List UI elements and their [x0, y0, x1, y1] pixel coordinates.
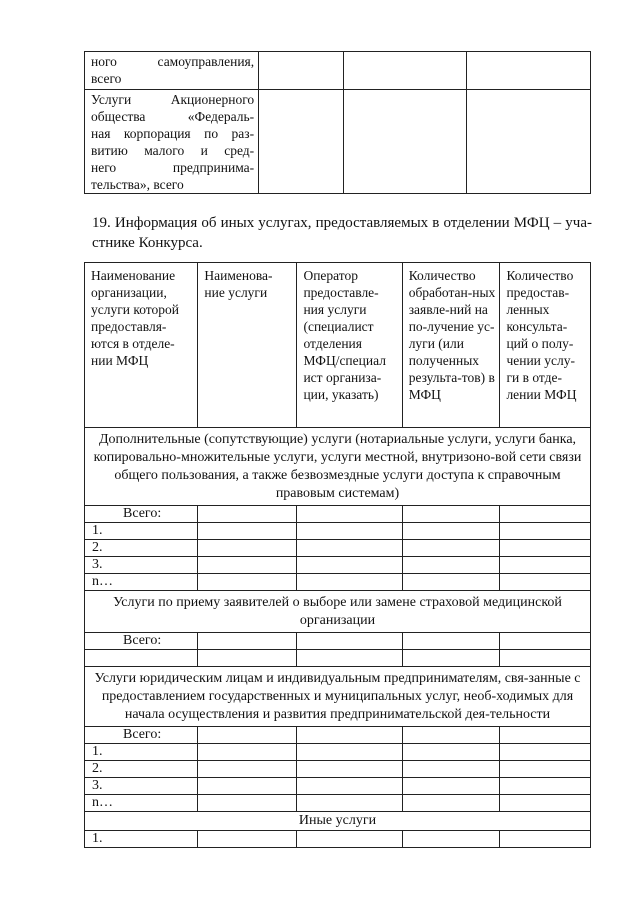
row-number: 1.	[85, 831, 198, 848]
header-applications-count: Количество обработан-ных заявле-ний на по-лучение ус-луги (или полученных результа-тов) в МФЦ	[402, 263, 500, 428]
header-organization: Наименование организации, услуги которой предоставля-ются в отделе-нии МФЦ	[85, 263, 198, 428]
row-label: ного самоуправления, всего	[85, 52, 259, 90]
total-label: Всего:	[85, 506, 198, 523]
table-cell	[343, 52, 467, 90]
table-row	[85, 727, 591, 744]
table-row	[85, 795, 591, 812]
table-row	[85, 52, 591, 90]
table-row	[85, 831, 591, 848]
row-number: 1.	[85, 523, 198, 540]
table-row	[85, 557, 591, 574]
table-row	[85, 540, 591, 557]
section-row	[85, 812, 591, 831]
header-service-name: Наименова-ние услуги	[198, 263, 297, 428]
section-row	[85, 591, 591, 633]
header-operator: Оператор предоставле-ния услуги (специалист отделения МФЦ/специал ист организа-ции, указать)	[297, 263, 402, 428]
row-number: n…	[85, 795, 198, 812]
total-label: Всего:	[85, 727, 198, 744]
table-row	[85, 744, 591, 761]
table-row	[85, 90, 591, 194]
table-row	[85, 633, 591, 650]
table-cell	[467, 52, 591, 90]
table-row	[85, 574, 591, 591]
table-cell	[467, 90, 591, 194]
row-number: 2.	[85, 540, 198, 557]
table-cell	[259, 90, 344, 194]
row-number: 3.	[85, 557, 198, 574]
table-row	[85, 506, 591, 523]
row-number: 3.	[85, 778, 198, 795]
section-business-services: Услуги юридическим лицам и индивидуальным предпринимателям, свя-занные с предоставлением государственных и муниципальных услуг, необ-ходимых для начала осуществления и развития предпринимательской дея-тельности	[85, 667, 591, 727]
section-heading: 19. Информация об иных услугах, предоставляемых в отделении МФЦ – уча- стнике Конкурса.	[92, 215, 592, 251]
row-number: 1.	[85, 744, 198, 761]
section-insurance-services: Услуги по приему заявителей о выборе или замене страховой медицинской организации	[85, 591, 591, 633]
table-row	[85, 523, 591, 540]
header-consultations-count: Количество предостав-ленных консульта-ций о полу-чении услу-ги в отде-лении МФЦ	[500, 263, 591, 428]
services-table	[84, 262, 591, 848]
row-number: n…	[85, 574, 198, 591]
table-row	[85, 650, 591, 667]
section-other-services: Иные услуги	[85, 812, 591, 831]
section-row	[85, 428, 591, 506]
table-cell	[343, 90, 467, 194]
section-row	[85, 667, 591, 727]
table-cell	[259, 52, 344, 90]
top-table	[84, 51, 591, 194]
row-label: Услуги Акционерного общества «Федераль- ная корпорация по раз- витию малого и сред- него предпринима- тельства», всего	[85, 90, 259, 194]
section-additional-services: Дополнительные (сопутствующие) услуги (нотариальные услуги, услуги банка, копировально-множительные услуги, услуги местной, внутризоно-вой сети связи общего пользования, а также безвозмездные услуги доступа к справочным правовым системам)	[85, 428, 591, 506]
table-row	[85, 761, 591, 778]
table-header-row	[85, 263, 591, 428]
row-number: 2.	[85, 761, 198, 778]
table-row	[85, 778, 591, 795]
total-label: Всего:	[85, 633, 198, 650]
